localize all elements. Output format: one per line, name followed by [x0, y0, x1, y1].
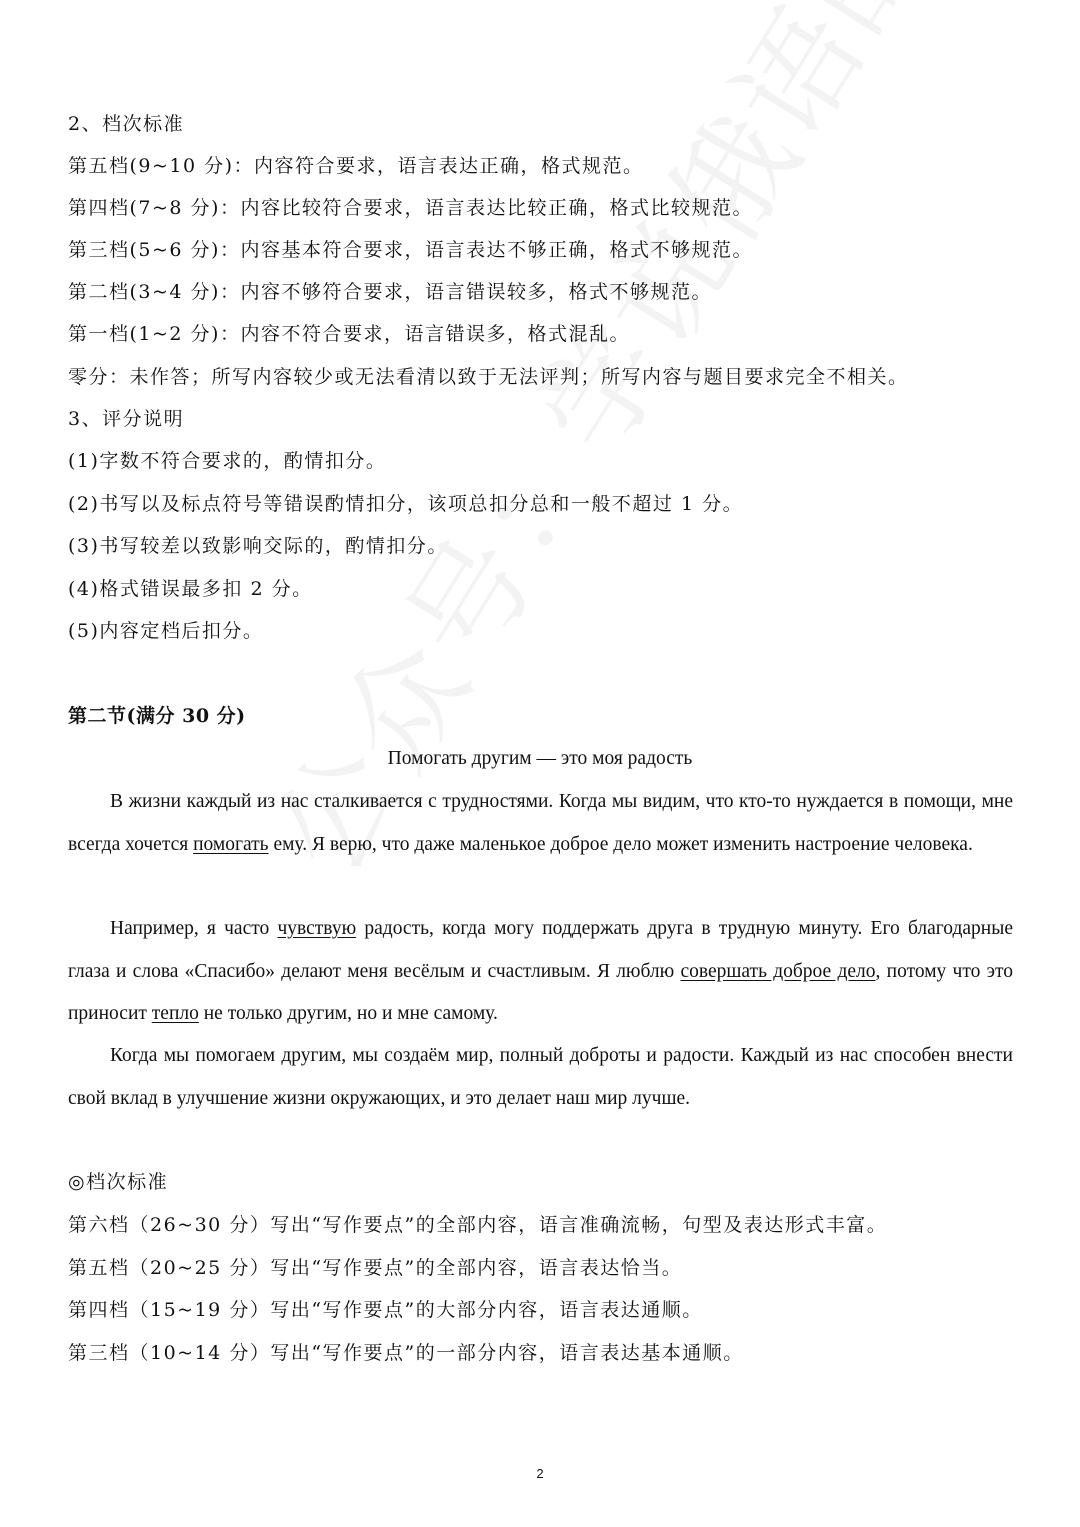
grading-level: 第四档（15~19 分）写出“写作要点”的大部分内容，语言表达通顺。 — [68, 1299, 703, 1321]
note-item: (5)内容定档后扣分。 — [68, 620, 264, 642]
note-item: (2)书写以及标点符号等错误酌情扣分，该项总扣分总和一般不超过 1 分。 — [68, 493, 744, 515]
essay-title: Помогать другим — это моя радость — [387, 748, 693, 769]
level-item: 第一档(1~2 分)：内容不符合要求，语言错误多，格式混乱。 — [68, 323, 630, 345]
underlined-word: чувствую — [277, 918, 357, 939]
page-number: 2 — [536, 1466, 544, 1481]
grading-level: 第三档（10~14 分）写出“写作要点”的一部分内容，语言表达基本通顺。 — [68, 1342, 744, 1364]
level-item: 第三档(5~6 分)：内容基本符合要求，语言表达不够正确，格式不够规范。 — [68, 239, 753, 261]
level-item: 第五档(9~10 分)：内容符合要求，语言表达正确，格式规范。 — [68, 155, 644, 177]
level-item: 第四档(7~8 分)：内容比较符合要求，语言表达比较正确，格式比较规范。 — [68, 197, 753, 219]
note-item: (1)字数不符合要求的，酌情扣分。 — [68, 450, 387, 472]
section-heading-notes: 3、评分说明 — [68, 408, 185, 430]
note-item: (4)格式错误最多扣 2 分。 — [68, 578, 313, 600]
section-heading-levels: 2、档次标准 — [68, 113, 185, 135]
note-item: (3)书写较差以致影响交际的，酌情扣分。 — [68, 535, 448, 557]
grading-level: 第六档（26~30 分）写出“写作要点”的全部内容，语言准确流畅，句型及表达形式丰富。 — [68, 1214, 888, 1236]
grading-level: 第五档（20~25 分）写出“写作要点”的全部内容，语言表达恰当。 — [68, 1257, 683, 1279]
underlined-phrase: совершать доброе дело — [680, 960, 876, 982]
level-item-zero: 零分：未作答；所写内容较少或无法看清以致于无法评判；所写内容与题目要求完全不相关。 — [68, 366, 909, 388]
level-item: 第二档(3~4 分)：内容不够符合要求，语言错误较多，格式不够规范。 — [68, 281, 712, 303]
underlined-word: помогать — [193, 833, 269, 855]
essay-paragraph-3: Когда мы помогаем другим, мы создаём мир, полный доброты и радости. Каждый из нас способен внести свой вклад в улучшение жизни окружающих, и это делает наш мир лучше. — [68, 1045, 1013, 1109]
essay-paragraph-1: В жизни каждый из нас сталкивается с трудностями. Когда мы видим, что кто-то нуждается в помощи, мне всегда хочется помогать ему. Я верю, что даже маленькое доброе дело может изменить настроение человека. — [68, 791, 1013, 855]
grading-heading: ◎档次标准 — [68, 1171, 169, 1193]
part-heading: 第二节(满分 30 分) — [68, 705, 246, 727]
underlined-word: тепло — [151, 1003, 199, 1024]
essay-paragraph-2: Например, я часто чувствую радость, когда могу поддержать друга в трудную минуту. Его благодарные глаза и слова «Спасибо» делают меня весёлым и счастливым. Я люблю совершать доброе дело, потому что это приносит тепло не только другим, но и мне самому. — [68, 918, 1013, 1024]
